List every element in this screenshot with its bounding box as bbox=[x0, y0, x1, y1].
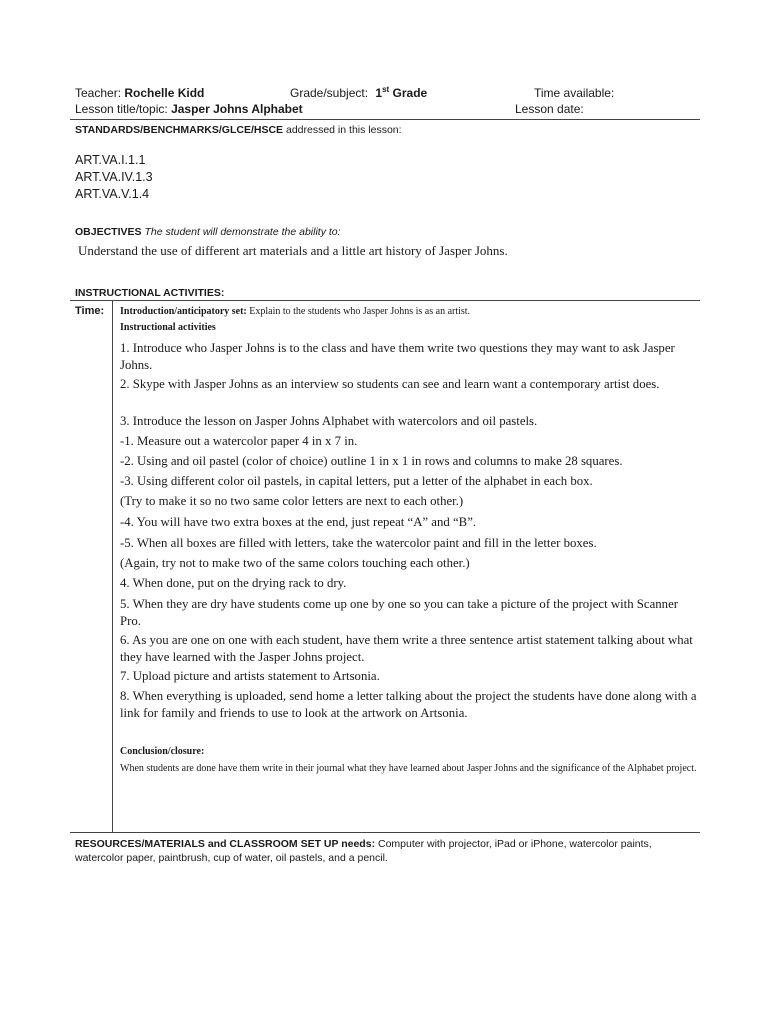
objectives-intro: The student will demonstrate the ability to: bbox=[144, 226, 341, 238]
standards-heading-line bbox=[75, 124, 402, 136]
activities-top-border bbox=[70, 300, 700, 301]
intro-line bbox=[120, 306, 470, 317]
time-column-divider bbox=[112, 300, 113, 833]
grade-word: Grade bbox=[389, 86, 428, 100]
resources-heading: RESOURCES/MATERIALS and CLASSROOM SET UP needs: bbox=[75, 838, 376, 850]
activity-step: -1. Measure out a watercolor paper 4 in x 7 in. bbox=[120, 434, 358, 448]
activity-step: -2. Using and oil pastel (color of choice) outline 1 in x 1 in rows and columns to make 28 squares. bbox=[120, 454, 623, 468]
teacher-field bbox=[75, 86, 204, 101]
lesson-title-field bbox=[75, 102, 303, 117]
activity-step: 5. When they are dry have students come up one by one so you can take a picture of the project with Scanner Pro. bbox=[120, 597, 679, 628]
lesson-title: Jasper Johns Alphabet bbox=[171, 102, 303, 116]
resources-block bbox=[75, 837, 695, 865]
activity-step: -5. When all boxes are filled with letters, take the watercolor paint and fill in the letter boxes. bbox=[120, 536, 597, 550]
grade-superscript: st bbox=[382, 85, 390, 94]
activity-step: 4. When done, put on the drying rack to dry. bbox=[120, 576, 347, 590]
intro-label: Introduction/anticipatory set: bbox=[120, 306, 247, 317]
grade-value bbox=[375, 86, 427, 100]
activity-step: 3. Introduce the lesson on Jasper Johns Alphabet with watercolors and oil pastels. bbox=[120, 414, 538, 428]
activity-step: 8. When everything is uploaded, send home a letter talking about the project the students have done along with a link for family and friends to use to look at the artwork on Artsonia. bbox=[120, 689, 697, 720]
resources-text: Computer with projector, iPad or iPhone, watercolor paints, watercolor paper, paintbrush, cup of water, oil pastels, and a pencil. bbox=[75, 838, 652, 864]
lesson-date-label: Lesson date: bbox=[515, 102, 584, 116]
objectives-text: Understand the use of different art materials and a little art history of Jasper Johns. bbox=[78, 243, 508, 258]
standard-item: ART.VA.IV.1.3 bbox=[75, 170, 153, 184]
activity-step: 6. As you are one on one with each student, have them write a three sentence artist statement talking about what they have learned with the Jasper Johns project. bbox=[120, 633, 693, 664]
conclusion-label: Conclusion/closure: bbox=[120, 746, 205, 757]
grade-field bbox=[290, 86, 427, 101]
standards-suffix: addressed in this lesson: bbox=[283, 124, 402, 136]
lesson-title-label: Lesson title/topic: bbox=[75, 102, 168, 116]
header-divider bbox=[70, 119, 700, 120]
activity-step: -3. Using different color oil pastels, in capital letters, put a letter of the alphabet in each box. bbox=[120, 474, 593, 488]
grade-number: 1 bbox=[375, 86, 383, 100]
objectives-heading-line bbox=[75, 226, 341, 238]
teacher-label: Teacher: bbox=[75, 86, 122, 100]
activity-step: (Try to make it so no two same color letters are next to each other.) bbox=[120, 494, 464, 508]
standard-item: ART.VA.V.1.4 bbox=[75, 187, 150, 201]
activity-step: -4. You will have two extra boxes at the end, just repeat “A” and “B”. bbox=[120, 515, 477, 529]
objectives-heading: OBJECTIVES bbox=[75, 226, 142, 238]
standards-heading: STANDARDS/BENCHMARKS/GLCE/HSCE bbox=[75, 124, 284, 136]
activities-label: Instructional activities bbox=[120, 322, 216, 333]
activities-bottom-border bbox=[70, 832, 700, 833]
time-available-label: Time available: bbox=[534, 86, 615, 100]
grade-label: Grade/subject: bbox=[290, 86, 369, 100]
teacher-name: Rochelle Kidd bbox=[124, 86, 205, 100]
activity-step: 1. Introduce who Jasper Johns is to the class and have them write two questions they may want to ask Jasper Johns. bbox=[120, 341, 675, 372]
intro-text: Explain to the students who Jasper Johns is as an artist. bbox=[246, 306, 471, 317]
activity-step: 7. Upload picture and artists statement to Artsonia. bbox=[120, 669, 380, 683]
activity-step: 2. Skype with Jasper Johns as an interview so students can see and learn want a contemporary artist does. bbox=[120, 377, 660, 391]
instructional-heading: INSTRUCTIONAL ACTIVITIES: bbox=[75, 287, 225, 299]
activity-step: (Again, try not to make two of the same colors touching each other.) bbox=[120, 556, 470, 570]
conclusion-text: When students are done have them write in their journal what they have learned about Jasper Johns and the significance of the Alphabet project. bbox=[120, 763, 697, 774]
standard-item: ART.VA.I.1.1 bbox=[75, 153, 146, 167]
time-label: Time: bbox=[75, 305, 105, 317]
